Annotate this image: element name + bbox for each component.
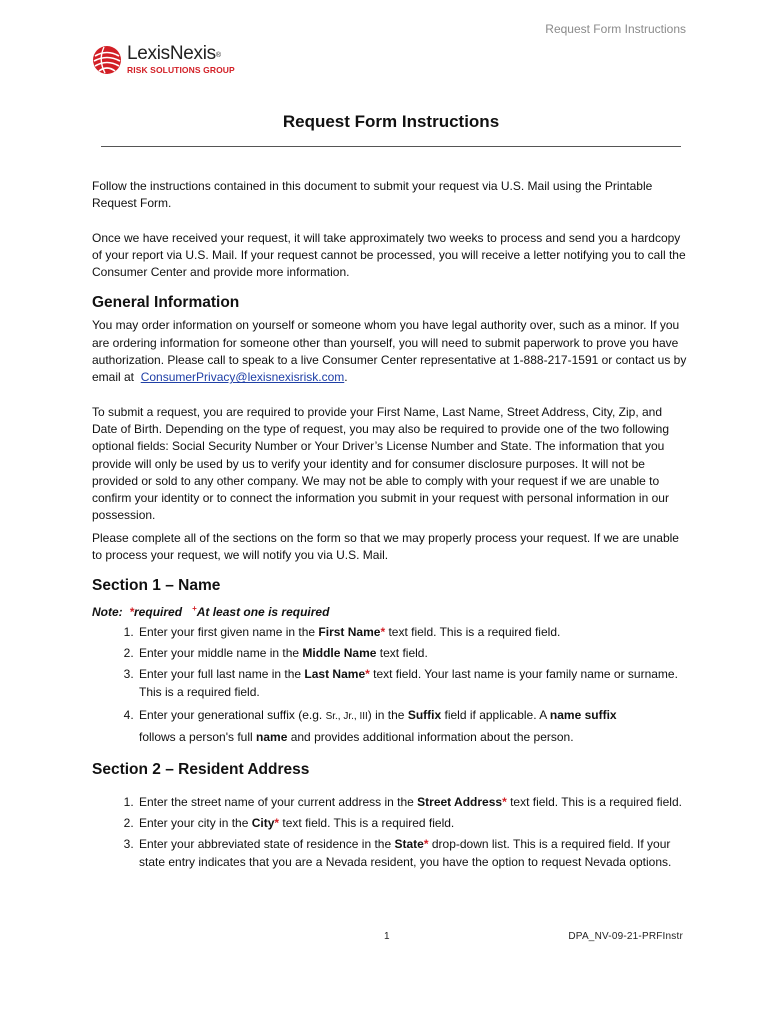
list-item: 1. Enter the street name of your current address in the Street Address* text field. This is a required field. — [137, 794, 687, 811]
general-paragraph-2: To submit a request, you are required to provide your First Name, Last Name, Street Address, City, Zip, and Date of Birth. Depending on the type of request, you may also be required to provide one of the two following optional fields: Social Security Number or Your Driver’s License Number and State. The information that you provide will only be used by us to verify your identity and for consumer disclosure purposes. It will not be provided or sold to any other company. We may not be able to comply with your request if we are unable to confirm your identity or to connect the information you submit in your request with personal information in our possession. — [92, 404, 670, 523]
section-2-heading: Section 2 – Resident Address — [92, 760, 310, 778]
document-body — [92, 178, 687, 875]
list-item: 2. Enter your city in the City* text field. This is a required field. — [137, 815, 687, 832]
document-code: DPA_NV-09-21-PRFInstr — [568, 931, 683, 942]
section-1-heading: Section 1 – Name — [92, 577, 221, 595]
logo-name: LexisNexis® — [127, 43, 221, 64]
page-title: Request Form Instructions — [282, 112, 500, 131]
list-item: 3. Enter your abbreviated state of residence in the State* drop-down list. This is a required field. If your state entry indicates that you are a Nevada resident, you have the option to request Nevada options. — [137, 836, 687, 871]
lexisnexis-logo — [92, 44, 235, 75]
lexisnexis-globe-icon — [92, 45, 122, 75]
general-information-heading: General Information — [92, 294, 240, 312]
general-paragraph-3: Please complete all of the sections on the form so that we may properly process your request. If we are unable to process your request, we will notify you via U.S. Mail. — [92, 530, 679, 563]
intro-paragraph-2: Once we have received your request, it will take approximately two weeks to process and send you a hardcopy of your report via U.S. Mail. If your request cannot be processed, you will receive a letter notifying you to call the Consumer Center and provide more information. — [92, 230, 686, 280]
section-1-note: Note: *required +At least one is required — [92, 604, 330, 620]
general-paragraph-1: You may order information on yourself or someone whom you have legal authority over, such as a minor. If you are ordering information for someone other than yourself, you will need to submit paperwork to prove you have authorization. Please call to speak to a live Consumer Center representative at 1-888-217-1591 or contact us by email at ConsumerPrivacy@lexisnexisrisk.com. — [92, 318, 687, 385]
list-item: 3. Enter your full last name in the Last Name* text field. Your last name is your family name or surname. This is a required field. — [137, 666, 687, 701]
section-2-list — [92, 794, 687, 871]
list-item: 4. Enter your generational suffix (e.g. Sr., Jr., III) in the Suffix field if applicable. A name suffix follows a person's full name and provides additional information about the person. — [137, 705, 687, 748]
list-item: 2. Enter your middle name in the Middle Name text field. — [137, 645, 687, 662]
intro-paragraph-1: Follow the instructions contained in this document to submit your request via U.S. Mail using the Printable Request Form. — [92, 179, 653, 211]
section-1-list — [92, 624, 687, 748]
logo-subtitle: RISK SOLUTIONS GROUP — [127, 65, 235, 75]
running-header: Request Form Instructions — [545, 22, 686, 36]
list-item: 1. Enter your first given name in the First Name* text field. This is a required field. — [137, 624, 687, 641]
title-divider — [101, 146, 681, 147]
consumer-privacy-email-link[interactable]: ConsumerPrivacy@lexisnexisrisk.com — [140, 370, 345, 385]
page-number: 1 — [384, 931, 390, 942]
